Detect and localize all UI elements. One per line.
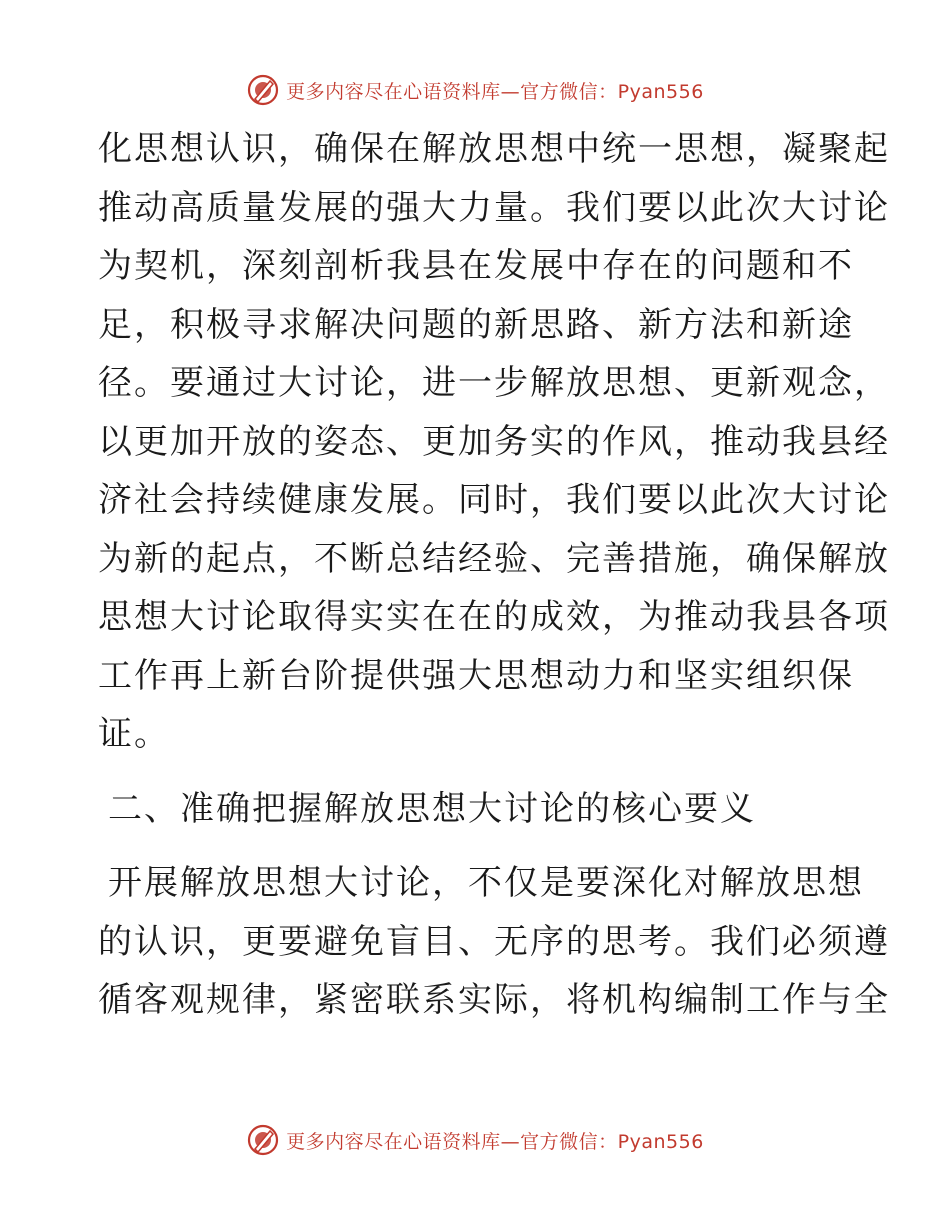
watermark-text: 更多内容尽在心语资料库—官方微信：Pyan556 (286, 1130, 704, 1153)
section-line: 的认识，更要避免盲目、无序的思考。我们必须遵 (98, 921, 890, 962)
section-line: 循客观规律，紧密联系实际，将机构编制工作与全 (98, 980, 890, 1020)
body-line: 工作再上新台阶提供强大思想动力和坚实组织保 (98, 655, 854, 696)
pen-logo-icon (246, 1123, 280, 1157)
section-line: 开展解放思想大讨论，不仅是要深化对解放思想 (108, 863, 864, 903)
body-line: 证。 (98, 714, 170, 754)
section-heading: 二、准确把握解放思想大讨论的核心要义 (108, 788, 756, 829)
pen-logo-icon (246, 73, 280, 107)
body-line: 以更加开放的姿态、更加务实的作风，推动我县经 (98, 421, 890, 462)
document-body (98, 120, 890, 1030)
footer-watermark (0, 1120, 950, 1160)
paragraph-gap (98, 838, 858, 854)
body-line: 济社会持续健康发展。同时，我们要以此次大讨论 (98, 480, 890, 520)
body-line: 为契机，深刻剖析我县在发展中存在的问题和不 (98, 246, 854, 286)
body-line: 化思想认识，确保在解放思想中统一思想，凝聚起 (98, 129, 890, 169)
body-line: 径。要通过大讨论，进一步解放思想、更新观念， (98, 363, 890, 403)
body-line: 推动高质量发展的强大力量。我们要以此次大讨论 (98, 187, 890, 228)
header-watermark (0, 70, 950, 110)
paragraph-gap (98, 764, 858, 780)
body-line: 为新的起点，不断总结经验、完善措施，确保解放 (98, 538, 890, 579)
watermark-text: 更多内容尽在心语资料库—官方微信：Pyan556 (286, 80, 704, 103)
body-line: 足，积极寻求解决问题的新思路、新方法和新途 (98, 304, 854, 345)
body-line: 思想大讨论取得实实在在的成效，为推动我县各项 (98, 597, 890, 637)
